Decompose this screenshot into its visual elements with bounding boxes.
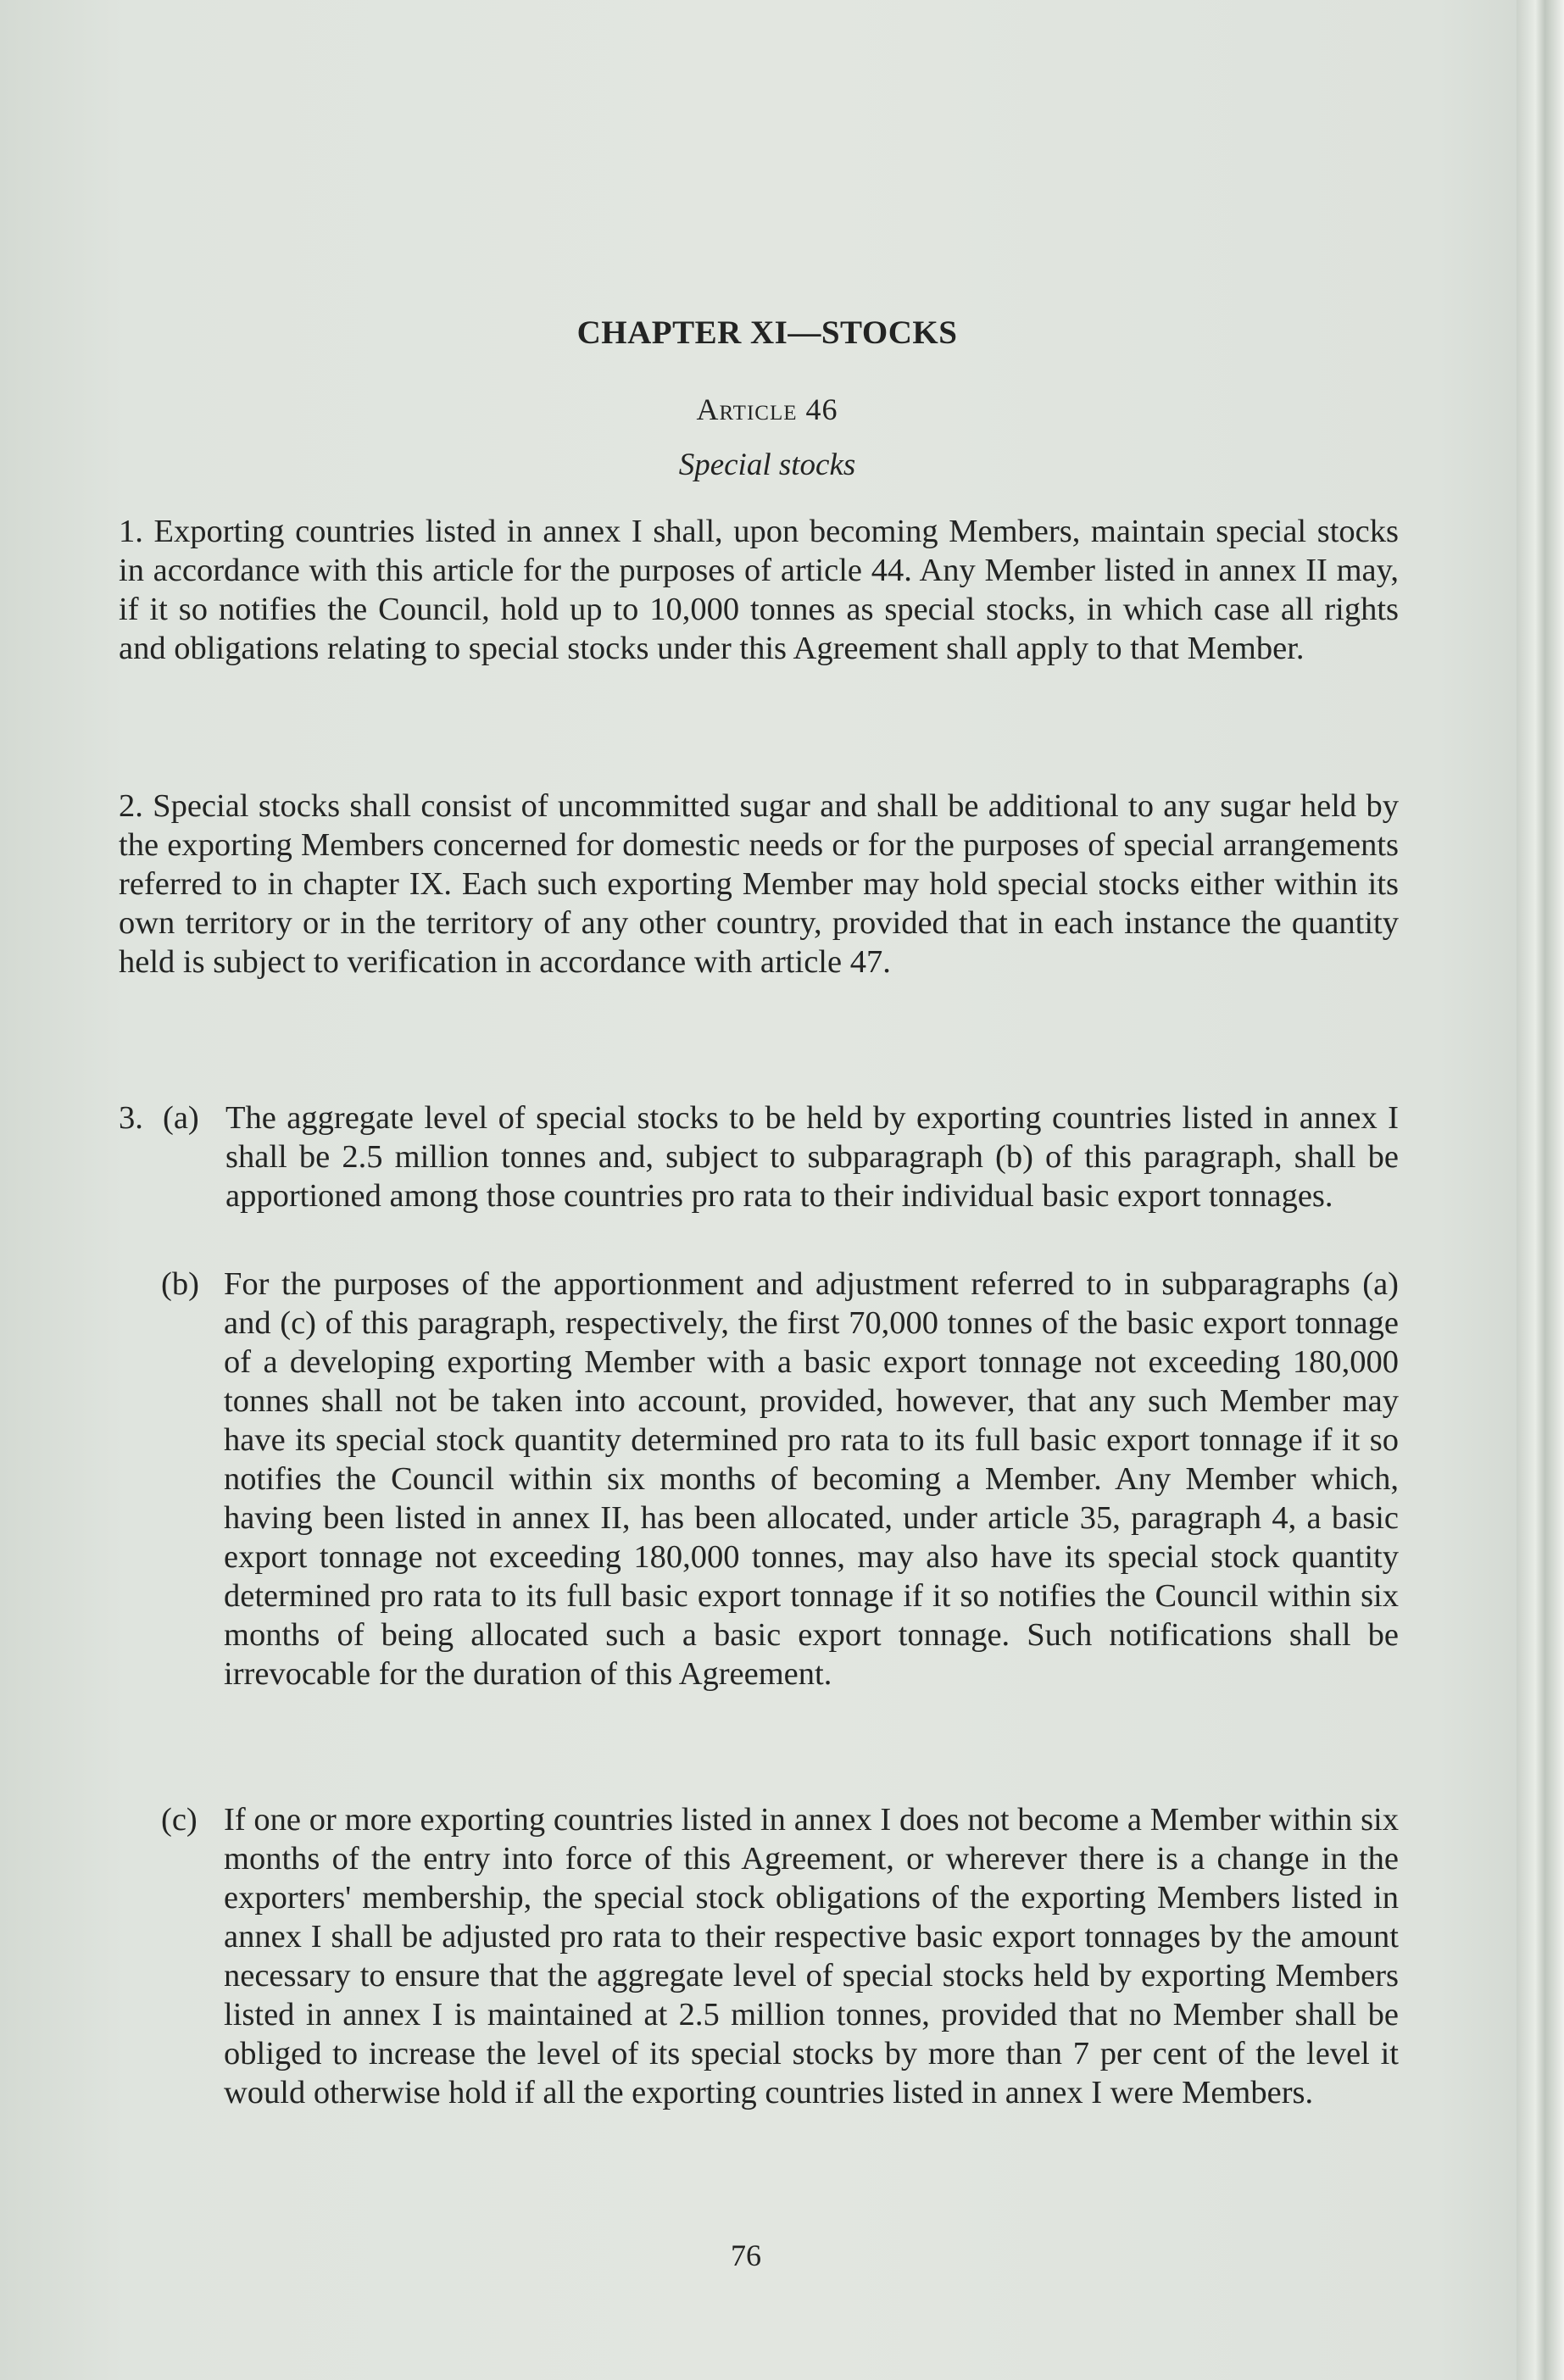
article-label: Article 46 <box>696 392 838 426</box>
subparagraph-a-text: The aggregate level of special stocks to be held by exporting countries listed in annex I shall be 2.5 million tonnes and, subject to subparagraph (b) of this paragraph, shall be apportioned among those countries pro rata to their individual basic export tonnages. <box>225 1100 1399 1214</box>
paragraph-1: 1. Exporting countries listed in annex I shall, upon becoming Members, maintain special stocks in accordance with this article for the purposes of article 44. Any Member listed in annex II may, if it so notifies the Council, hold up to 10,000 tonnes as special stocks, in which case all rights and obligations relating to special stocks under this Agreement shall apply to that Member. <box>119 514 1399 666</box>
page-number: 76 <box>731 2238 761 2272</box>
subparagraph-c-mark: (c) <box>161 1802 198 1838</box>
subparagraph-b-text: For the purposes of the apportionment and adjustment referred to in subparagraphs (a) and (c) of this paragraph, respectively, the first 70,000 tonnes of the basic export tonnage of a developing exporting Member with a basic export tonnage not exceeding 180,000 tonnes shall not be taken into account, provided, however, that any such Member may have its special stock quantity determined pro rata to its full basic export tonnage if it so notifies the Council within six months of becoming a Member. Any Member which, having been listed in annex II, has been allocated, under article 35, paragraph 4, a basic export tonnage not exceeding 180,000 tonnes, may also have its special stock quantity determined pro rata to its full basic export tonnage if it so notifies the Council within six months of being allocated such a basic export tonnage. Such notifications shall be irrevocable for the duration of this Agreement. <box>224 1266 1399 1692</box>
article-subtitle: Special stocks <box>678 448 856 482</box>
paragraph-3-number: 3. <box>119 1100 143 1136</box>
subparagraph-b-mark: (b) <box>161 1266 199 1302</box>
chapter-title: CHAPTER XI—STOCKS <box>576 314 958 351</box>
subparagraph-a-mark: (a) <box>163 1100 199 1136</box>
subparagraph-c-text: If one or more exporting countries listed in annex I does not become a Member within six months of the entry into force of this Agreement, or wherever there is a change in the exporters' membership, the special stock obligations of the exporting Members listed in annex I shall be adjusted pro rata to their respective basic export tonnages by the amount necessary to ensure that the aggregate level of special stocks held by exporting Members listed in annex I is maintained at 2.5 million tonnes, provided that no Member shall be obliged to increase the level of its special stocks by more than 7 per cent of the level it would otherwise hold if all the exporting countries listed in annex I were Members. <box>224 1802 1399 2110</box>
paragraph-2: 2. Special stocks shall consist of uncommitted sugar and shall be additional to any sugar held by the exporting Members concerned for domestic needs or for the purposes of special arrangements referred to in chapter IX. Each such exporting Member may hold special stocks either within its own territory or in the territory of any other country, provided that in each instance the quantity held is subject to verification in accordance with article 47. <box>119 788 1399 980</box>
paragraph-3c <box>161 1800 1399 2112</box>
paragraph-3b <box>161 1265 1399 1693</box>
paragraph-3a <box>119 1098 1399 1215</box>
page-edge <box>1517 0 1564 2380</box>
